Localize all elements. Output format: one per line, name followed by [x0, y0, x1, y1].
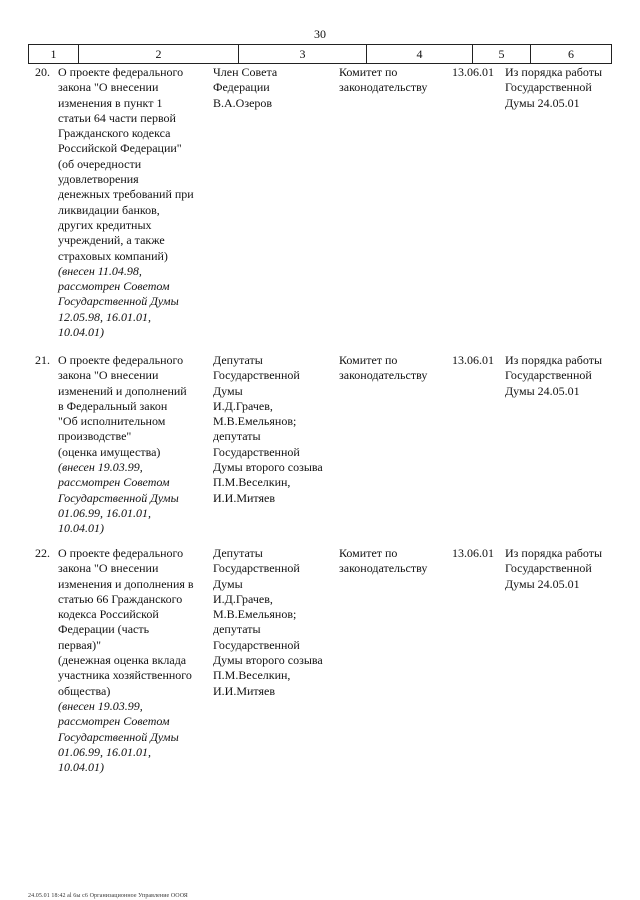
- responsible-committee: [339, 546, 447, 577]
- bill-title-line: статью 66 Гражданского: [58, 591, 183, 606]
- row-number: 22.: [35, 546, 50, 560]
- committee-line: Комитет по: [339, 546, 398, 560]
- bill-title: [58, 65, 208, 340]
- committee-line: законодательству: [339, 368, 428, 383]
- bill-title-line: О проекте федерального: [58, 65, 184, 79]
- author-line: Депутаты: [213, 546, 263, 560]
- bill-title-line: О проекте федерального: [58, 353, 184, 367]
- bill-title-line: других кредитных: [58, 217, 152, 232]
- decision-line: Из порядка работы: [505, 353, 603, 367]
- author-line: Думы: [213, 576, 243, 591]
- author-line: Государственной: [213, 444, 300, 459]
- bill-title-line: в Федеральный закон: [58, 398, 168, 413]
- bill-title-line: (об очередности: [58, 156, 142, 171]
- bill-title-line: ликвидации банков,: [58, 202, 160, 217]
- author-line: П.М.Веселкин,: [213, 668, 291, 683]
- column-header-3: 3: [238, 45, 366, 63]
- bill-title-line: статьи 64 части первой: [58, 110, 176, 125]
- bill-title-line: первая)": [58, 637, 101, 652]
- bill-title-line: Гражданского кодекса: [58, 126, 171, 141]
- bill-title-line: участника хозяйственного: [58, 668, 192, 683]
- bill-title-line: изменения в пункт 1: [58, 95, 163, 110]
- decision-line: Думы 24.05.01: [505, 383, 580, 398]
- bill-title-line: закона "О внесении: [58, 368, 159, 383]
- decision-line: Думы 24.05.01: [505, 576, 580, 591]
- bill-note-line: (внесен 19.03.99,: [58, 460, 143, 475]
- author-line: депутаты: [213, 622, 261, 637]
- author-line: Думы: [213, 383, 243, 398]
- committee-line: Комитет по: [339, 65, 398, 79]
- author-line: И.Д.Грачев,: [213, 398, 273, 413]
- bill-note-line: 10.04.01): [58, 521, 104, 536]
- author-line: Государственной: [213, 368, 300, 383]
- bill-note-line: рассмотрен Советом: [58, 279, 170, 294]
- decision-line: Государственной: [505, 561, 592, 576]
- bill-title-line: учреждений, а также: [58, 233, 165, 248]
- bill-note-line: 10.04.01): [58, 760, 104, 775]
- bill-title-line: общества): [58, 683, 111, 698]
- author-line: М.В.Емельянов;: [213, 607, 297, 622]
- bill-title-line: закона "О внесении: [58, 80, 159, 95]
- bill-title-line: закона "О внесении: [58, 561, 159, 576]
- bill-title: [58, 546, 208, 775]
- bill-title-line: удовлетворения: [58, 172, 139, 187]
- author-line: М.В.Емельянов;: [213, 414, 297, 429]
- column-header-2: 2: [78, 45, 238, 63]
- committee-line: законодательству: [339, 561, 428, 576]
- bill-title-line: Российской Федерации": [58, 141, 182, 156]
- column-header-6: 6: [530, 45, 612, 63]
- bill-note-line: 01.06.99, 16.01.01,: [58, 505, 151, 520]
- decision-line: Государственной: [505, 368, 592, 383]
- row-number: 21.: [35, 353, 50, 367]
- bill-title-line: (оценка имущества): [58, 444, 161, 459]
- committee-line: Комитет по: [339, 353, 398, 367]
- author-line: депутаты: [213, 429, 261, 444]
- bill-author: [213, 65, 337, 111]
- responsible-committee: [339, 65, 447, 96]
- decision-line: Из порядка работы: [505, 65, 603, 79]
- bill-note-line: 12.05.98, 16.01.01,: [58, 309, 151, 324]
- decision-source: [505, 546, 612, 592]
- author-line: И.Д.Грачев,: [213, 591, 273, 606]
- review-date: 13.06.01: [452, 65, 494, 79]
- bill-note-line: рассмотрен Советом: [58, 714, 170, 729]
- review-date: 13.06.01: [452, 353, 494, 367]
- author-line: Государственной: [213, 637, 300, 652]
- table-header-row: [28, 44, 612, 64]
- decision-line: Думы 24.05.01: [505, 95, 580, 110]
- author-line: Государственной: [213, 561, 300, 576]
- author-line: В.А.Озеров: [213, 95, 273, 110]
- column-header-5: 5: [472, 45, 530, 63]
- author-line: Депутаты: [213, 353, 263, 367]
- bill-note-line: Государственной Думы: [58, 729, 179, 744]
- bill-title-line: денежных требований при: [58, 187, 194, 202]
- bill-title-line: страховых компаний): [58, 248, 168, 263]
- bill-author: [213, 353, 337, 506]
- footer-text: 24.05.01 18:42 al 6ы с6 Организационное Управление ОООЯ: [28, 893, 188, 899]
- bill-note-line: 10.04.01): [58, 325, 104, 340]
- bill-title-line: О проекте федерального: [58, 546, 184, 560]
- bill-title-line: изменений и дополнений: [58, 383, 187, 398]
- bill-title-line: (денежная оценка вклада: [58, 653, 187, 668]
- committee-line: законодательству: [339, 80, 428, 95]
- page-number: 30: [314, 27, 326, 41]
- bill-note-line: рассмотрен Советом: [58, 475, 170, 490]
- decision-source: [505, 65, 612, 111]
- bill-note-line: (внесен 19.03.99,: [58, 698, 143, 713]
- column-header-1: 1: [28, 45, 78, 63]
- author-line: И.И.Митяев: [213, 683, 276, 698]
- row-number: 20.: [35, 65, 50, 79]
- bill-title-line: "Об исполнительном: [58, 414, 166, 429]
- author-line: П.М.Веселкин,: [213, 475, 291, 490]
- bill-title-line: производстве": [58, 429, 132, 444]
- bill-title: [58, 353, 208, 537]
- author-line: Член Совета: [213, 65, 278, 79]
- review-date: 13.06.01: [452, 546, 494, 560]
- author-line: Федерации: [213, 80, 270, 95]
- author-line: Думы второго созыва: [213, 653, 323, 668]
- bill-title-line: изменения и дополнения в: [58, 576, 194, 591]
- bill-note-line: (внесен 11.04.98,: [58, 263, 142, 278]
- author-line: И.И.Митяев: [213, 490, 276, 505]
- column-header-4: 4: [366, 45, 472, 63]
- responsible-committee: [339, 353, 447, 384]
- bill-author: [213, 546, 337, 699]
- bill-note-line: Государственной Думы: [58, 294, 179, 309]
- bill-title-line: Федерации (часть: [58, 622, 150, 637]
- decision-line: Из порядка работы: [505, 546, 603, 560]
- bill-title-line: кодекса Российской: [58, 607, 159, 622]
- decision-line: Государственной: [505, 80, 592, 95]
- bill-note-line: Государственной Думы: [58, 490, 179, 505]
- decision-source: [505, 353, 612, 399]
- author-line: Думы второго созыва: [213, 460, 323, 475]
- bill-note-line: 01.06.99, 16.01.01,: [58, 744, 151, 759]
